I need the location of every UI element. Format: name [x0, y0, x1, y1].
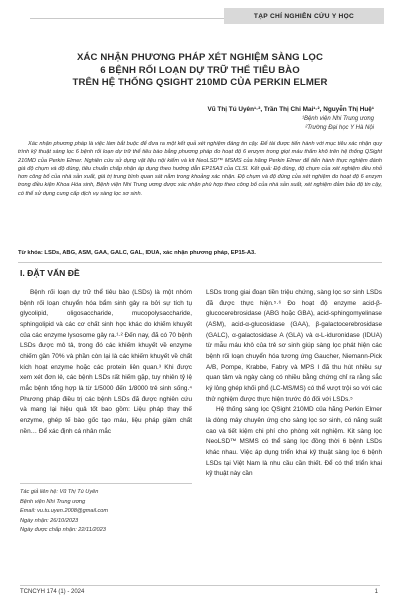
page-header	[0, 0, 400, 30]
affiliation: ¹Bệnh viện Nhi Trung ương	[301, 116, 374, 122]
corr-institution: Bệnh viện Nhi Trung ương	[20, 498, 86, 505]
author-list: Vũ Thị Tú Uyên¹·², Trần Thị Chi Mai¹·², Nguyễn Thị Huệ¹	[207, 106, 374, 113]
divider	[20, 483, 192, 484]
left-column	[20, 288, 192, 470]
keywords: Từ khóa: LSDs, ABG, ASM, GAA, GALC, GAL, IDUA, xác nhận phương pháp, EP15-A3.	[18, 250, 256, 256]
body-paragraph: LSDs trong giai đoạn tiền triệu chứng, sàng lọc sơ sinh LSDs đã được thực hiện.⁵·⁶ Đo hoạt độ enzyme acid-β-glucocerebrosidase (ABG hoặc GBA), acid-sphingomyelinase (ASM), acid-α-glucosidase (GAA), β-galactocerebrosidase (GALC), α-galactosidase A (GLA) và α-L-iduronidase (IDUA) từ mẫu máu khô của trẻ sơ sinh giúp sàng lọc phát hiện các bệnh rối loạn chuyển hóa tương ứng Gaucher, Niemann-Pick A/B, Pompe, Krabbe, Fabry và MPS I đã thu hút nhiều sự quan tâm và ngày càng có nhiều bằng chứng chỉ ra rằng sắc ký lỏng ghép khối phổ (LC-MS/MS) có thể vượt trội so với các thử nghiệm được thực hiện trước đó đối với LSDs.⁵	[206, 289, 382, 403]
title-line: XÁC NHẬN PHƯƠNG PHÁP XÉT NGHIỆM SÀNG LỌC	[77, 52, 323, 63]
received-date: Ngày nhận: 26/10/2023	[20, 517, 79, 524]
journal-tag: TẠP CHÍ NGHIÊN CỨU Y HỌC	[224, 8, 384, 24]
body-paragraph: Bệnh rối loạn dự trữ thể tiêu bào (LSDs) là một nhóm bệnh rối loạn chuyển hóa bẩm sinh gây ra bởi sự tích tụ glycolipid, oligosaccharide, mucopolysaccharide, sphingolipid và các cơ chất sinh học khác do khiếm khuyết của các enzyme lysosome gây ra.¹·² Đến nay, đã có 70 bệnh LSDs được mô tả, trong đó các khiếm khuyết về enzyme chiếm gần 70% và phần còn lại là các khiếm khuyết về chất kích hoạt enzyme hoặc các protein liên quan.³ Khi được xem xét đơn lẻ, các bệnh LSDs rất hiếm gặp, tuy nhiên tỷ lệ mắc bệnh tổng hợp là từ 1/5000 đến 1/8000 trẻ sinh sống.⁴ Phương pháp điều trị các bệnh LSDs đã được nghiên cứu và mang lại hiệu quả tốt bao gồm: Liệu pháp thay thế enzyme, ghép tế bào gốc tạo máu, liệu pháp giảm chất nền… Để xác định cá nhân mắc	[20, 289, 192, 435]
affiliation: ²Trường Đại học Y Hà Nội	[305, 125, 374, 131]
section-heading: I. ĐẶT VẤN ĐỀ	[20, 268, 80, 278]
corr-email: Email: vu.tu.uyen.2008@gmail.com	[20, 508, 109, 515]
correspondence-block	[20, 488, 200, 536]
accepted-date: Ngày được chấp nhận: 22/11/2023	[20, 527, 106, 534]
corr-author: Tác giả liên hệ: Vũ Thị Tú Uyên	[20, 489, 99, 495]
article-title	[20, 52, 380, 90]
abstract-text: Xác nhận phương pháp là việc làm bắt buộc để đưa ra một kết quả xét nghiệm đáng tin cậy. Để tài được tiến hành với mục tiêu xác nhận quy trình kỹ thuật sàng lọc 6 bệnh rối loạn dự trữ thể tiêu bào bằng phương pháp đo hoạt độ 6 enzym trong giọt máu thấm khô trên hệ thống QSight 210MD của Perkin Elmer. Nghiên cứu sử dụng vật liệu nội kiểm và kit NeoLSD™ MSMS của hãng Perkin Elmer để tiến hành thực nghiệm đánh giá độ chụm và độ đúng, tiêu chuẩn chấp nhận áp dụng theo hướng dẫn EP15A3 của CLSI. Kết quả: Độ đúng, độ chụm của xét nghiệm đều nhỏ hơn công bố của nhà sản xuất, giá trị trung bình quan sát nằm trong khoảng xác nhận. Độ chụm và độ đúng của xét nghiệm đo hoạt độ 6 enzym trong điều kiện Khoa Hóa sinh, Bệnh viện Nhi Trung ương được xác nhận phù hợp theo công bố của nhà sản xuất, xét nghiệm đảm bảo độ tin cậy, có thể sử dụng cung cấp dịch vụ sàng lọc sơ sinh.	[18, 141, 382, 197]
page-number: 1	[374, 589, 378, 595]
title-line: TRÊN HỆ THỐNG QSIGHT 210MD CỦA PERKIN ELMER	[72, 77, 328, 89]
footer-rule	[20, 585, 380, 586]
divider	[18, 262, 382, 263]
right-column	[206, 288, 382, 578]
title-line: 6 BỆNH RỐI LOẠN DỰ TRỮ THỂ TIÊU BÀO	[100, 64, 300, 76]
journal-issue: TCNCYH 174 (1) - 2024	[20, 589, 85, 595]
body-paragraph: Hệ thống sàng lọc QSight 210MD của hãng Perkin Elmer là dòng máy chuyên ứng cho sàng lọc sơ sinh, có năng suất cao và tiết kiệm chi phí cho phòng xét nghiệm. Kit sàng lọc NeoLSD™ MSMS có thể sàng lọc đồng thời 6 bệnh LSDs khác nhau. Việc áp dụng triển khai kỹ thuật sàng lọc 6 bệnh LSDs tại Việt Nam là nhu cầu cần thiết. Để có thể triển khai kỹ thuật này cần	[206, 406, 382, 478]
abstract	[18, 140, 382, 198]
